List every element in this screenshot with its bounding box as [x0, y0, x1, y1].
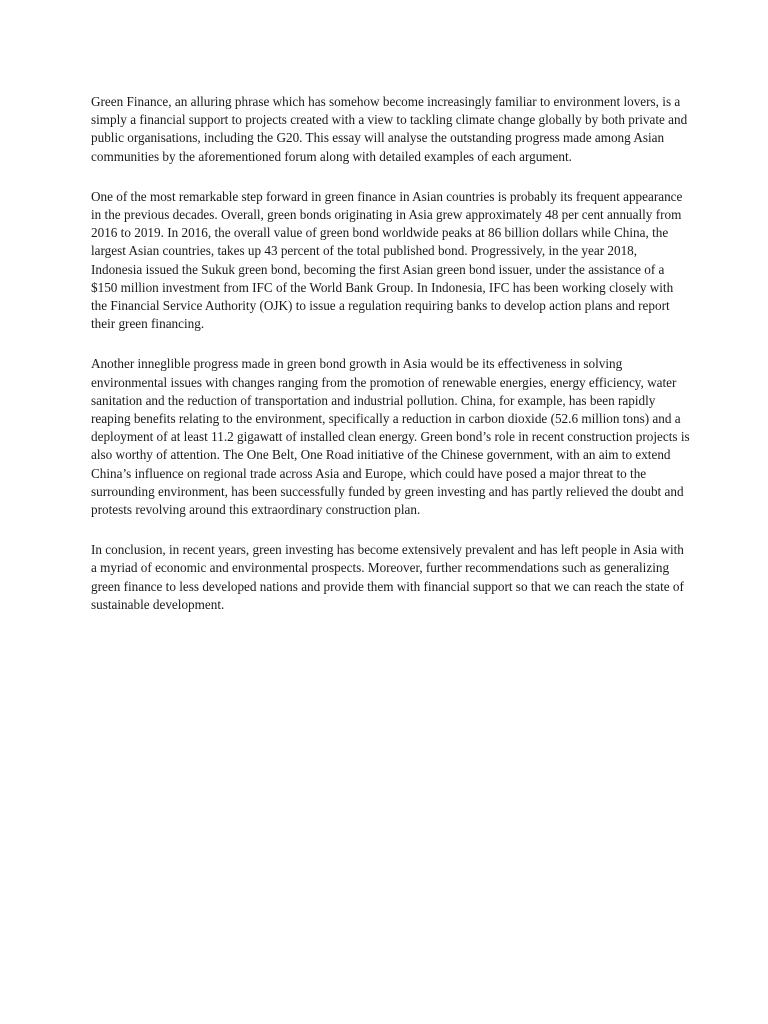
paragraph-green-bond-growth: One of the most remarkable step forward in green finance in Asian countries is probably its frequent appearance in the previous decades. Overall, green bonds originating in Asia grew approximately 48 per cent annually from 2016 to 2019. In 2016, the overall value of green bond worldwide peaks at 86 billion dollars while China, the largest Asian countries, takes up 43 percent of the total published bond. Progressively, in the year 2018, Indonesia issued the Sukuk green bond, becoming the first Asian green bond issuer, under the assistance of a $150 million investment from IFC of the World Bank Group. In Indonesia, IFC has been working closely with the Financial Service Authority (OJK) to issue a regulation requiring banks to develop action plans and report their green financing.: [91, 188, 683, 332]
paragraph-conclusion: In conclusion, in recent years, green investing has become extensively prevalent and has left people in Asia with a myriad of economic and environmental prospects. Moreover, further recommendations such as generalizing green finance to less developed nations and provide them with financial support so that we can reach the state of sustainable development.: [91, 542, 684, 612]
essay-body: [91, 93, 691, 636]
paragraph-introduction: Green Finance, an alluring phrase which has somehow become increasingly familiar to environment lovers, is a simply a financial support to projects created with a view to tackling climate change globally by both private and public organisations, including the G20. This essay will analyse the outstanding progress made among Asian communities by the aforementioned forum along with detailed examples of each argument.: [91, 94, 688, 164]
paragraph-environmental-effectiveness: Another inneglible progress made in green bond growth in Asia would be its effectiveness in solving environmental issues with changes ranging from the promotion of renewable energies, energy efficiency, water sanitation and the reduction of transportation and industrial pollution. China, for example, has been rapidly reaping benefits relating to the environment, specifically a reduction in carbon dioxide (52.6 million tons) and a deployment of at least 11.2 gigawatt of installed clean energy. Green bond’s role in recent construction projects is also worthy of attention. The One Belt, One Road initiative of the Chinese government, with an aim to extend China’s influence on regional trade across Asia and Europe, which could have posed a major threat to the surrounding environment, has been successfully funded by green investing and has partly relieved the doubt and protests revolving around this extraordinary construction plan.: [91, 356, 690, 518]
